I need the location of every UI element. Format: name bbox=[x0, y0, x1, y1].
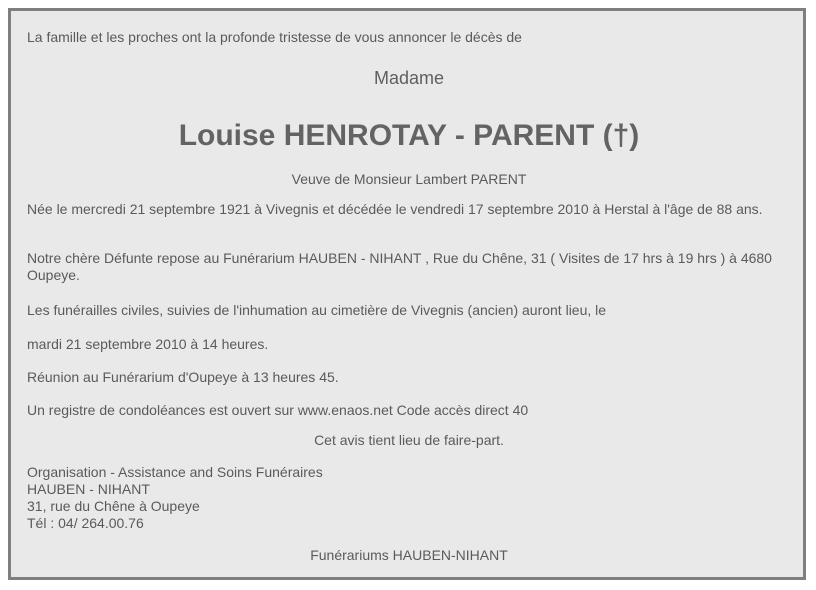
rests-text: Notre chère Défunte repose au Funérarium HAUBEN - NIHANT , Rue du Chêne, 31 ( Visites de 17 hrs à 19 hrs ) à 4680 Oupeye. bbox=[27, 250, 772, 283]
widow-of-text: Veuve de Monsieur Lambert PARENT bbox=[291, 171, 527, 187]
organisation-phone: Tél : 04/ 264.00.76 bbox=[27, 515, 144, 531]
deceased-name: Louise HENROTAY - PARENT (†) bbox=[178, 119, 640, 152]
intro-text: La famille et les proches ont la profonde tristesse de vous annoncer le décès de bbox=[27, 29, 522, 45]
funeral-date-text: mardi 21 septembre 2010 à 14 heures. bbox=[27, 336, 269, 352]
footer-text: Funérariums HAUBEN-NIHANT bbox=[310, 547, 508, 563]
faire-part-text: Cet avis tient lieu de faire-part. bbox=[314, 432, 504, 448]
register-text: Un registre de condoléances est ouvert sur www.enaos.net Code accès direct 40 bbox=[27, 402, 529, 418]
salutation: Madame bbox=[373, 68, 445, 88]
birth-death-text: Née le mercredi 21 septembre 1921 à Vivegnis et décédée le vendredi 17 septembre 2010 à Herstal à l'âge de 88 ans. bbox=[27, 201, 763, 217]
organisation-address: 31, rue du Chêne à Oupeye bbox=[27, 498, 200, 514]
organisation-block bbox=[27, 464, 791, 532]
organisation-line: HAUBEN - NIHANT bbox=[27, 481, 150, 497]
obituary-frame bbox=[8, 8, 806, 580]
organisation-line: Organisation - Assistance and Soins Funéraires bbox=[27, 464, 323, 480]
meeting-text: Réunion au Funérarium d'Oupeye à 13 heures 45. bbox=[27, 369, 339, 385]
funeral-text: Les funérailles civiles, suivies de l'inhumation au cimetière de Vivegnis (ancien) auront lieu, le bbox=[27, 302, 607, 318]
